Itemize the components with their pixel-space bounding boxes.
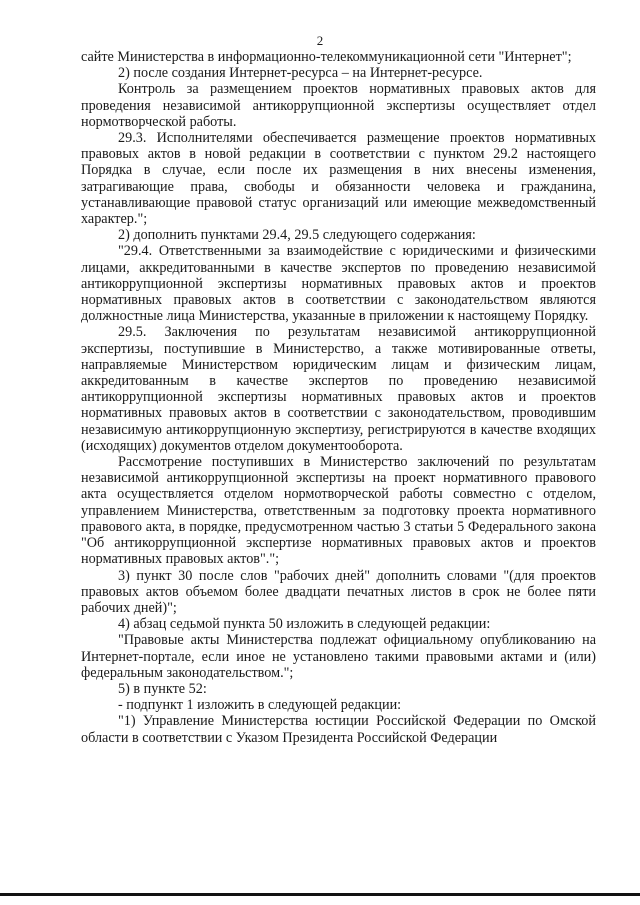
paragraph: "Правовые акты Министерства подлежат официальному опубликованию на Интернет-портале, если иное не установлено такими правовыми актами и (или) федеральным законодательством."; [81, 632, 596, 681]
document-body [81, 49, 596, 746]
paragraph: - подпункт 1 изложить в следующей редакции: [118, 697, 402, 714]
paragraph: Рассмотрение поступивших в Министерство заключений по результатам независимой антикоррупционной экспертизы на проект нормативного правового акта осуществляется отделом нормотворческой работы совместно с отделом, управлением Министерства, ответственным за подготовку проекта нормативного правового акта, в порядке, предусмотренном частью 3 статьи 5 Федерального закона "Об антикоррупционной экспертизе нормативных правовых актов и проектов нормативных правовых актов"."; [81, 454, 596, 568]
paragraph: 4) абзац седьмой пункта 50 изложить в следующей редакции: [118, 616, 491, 633]
paragraph: 3) пункт 30 после слов "рабочих дней" дополнить словами "(для проектов правовых актов объемом более двадцати печатных листов в срок не более пяти рабочих дней)"; [81, 567, 596, 616]
page-number: 2 [316, 33, 324, 48]
paragraph: 2) после создания Интернет-ресурса – на Интернет-ресурсе. [118, 65, 483, 82]
paragraph: "1) Управление Министерства юстиции Российской Федерации по Омской области в соответствии с Указом Президента Российской Федерации [81, 713, 596, 746]
paragraph: сайте Министерства в информационно-телекоммуникационной сети "Интернет"; [81, 49, 572, 65]
paragraph: 29.3. Исполнителями обеспечивается размещение проектов нормативных правовых актов в новой редакции в соответствии с пунктом 29.2 настоящего Порядка в случае, если после их размещения в них внесены изменения, затрагивающие права, свободы и обязанности человека и гражданина, устанавливающие правовой статус организаций или имеющие межведомственный характер."; [81, 130, 596, 228]
paragraph: 2) дополнить пунктами 29.4, 29.5 следующего содержания: [118, 227, 476, 244]
paragraph: Контроль за размещением проектов нормативных правовых актов для проведения независимой антикоррупционной экспертизы осуществляет отдел нормотворческой работы. [81, 81, 596, 130]
paragraph: "29.4. Ответственными за взаимодействие с юридическими и физическими лицами, аккредитованными в качестве экспертов по проведению независимой антикоррупционной экспертизы нормативных правовых актов и проектов нормативных правовых актов в соответствии с законодательством являются должностные лица Министерства, указанные в приложении к настоящему Порядку. [81, 243, 596, 325]
paragraph: 5) в пункте 52: [118, 680, 207, 697]
paragraph: 29.5. Заключения по результатам независимой антикоррупционной экспертизы, поступившие в Министерство, а также мотивированные ответы, направляемые Министерством юридическим лицам и физическим лицам, аккредитованным в качестве экспертов по проведению независимой антикоррупционной экспертизы нормативных правовых актов и проектов нормативных правовых актов в соответствии с законодательством, проводившим независимую антикоррупционную экспертизу, регистрируются в качестве входящих (исходящих) документов отделом документооборота. [81, 324, 596, 454]
scan-edge-divider [0, 893, 640, 896]
